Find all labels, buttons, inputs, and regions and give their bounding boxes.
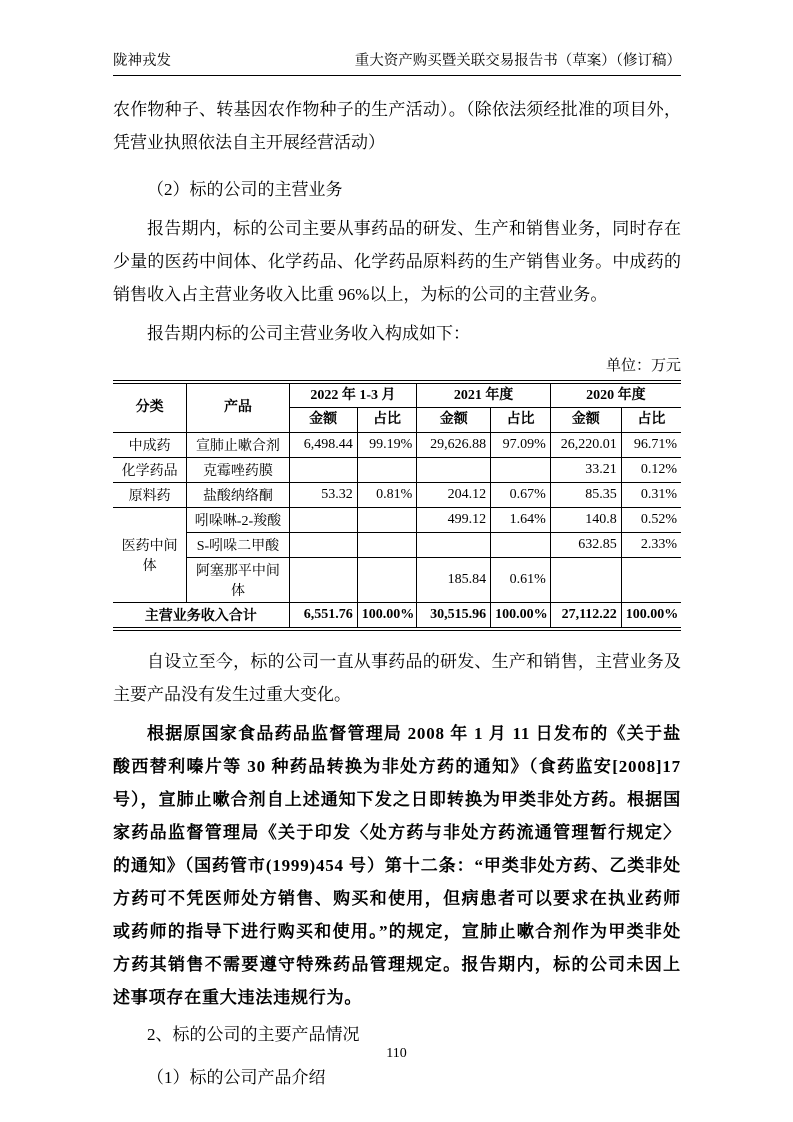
cell-ratio-2020: 0.52% (621, 507, 681, 532)
heading-main-products: 2、标的公司的主要产品情况 (147, 1024, 360, 1044)
cell-ratio-2021 (491, 532, 551, 557)
page-number: 110 (386, 1046, 407, 1061)
cell-total-label: 主营业务收入合计 (113, 602, 289, 629)
col-header-ratio-2020: 占比 (621, 407, 681, 432)
table-row (113, 432, 681, 457)
table-total-row (113, 602, 681, 629)
cell-ratio-2021: 0.61% (491, 557, 551, 602)
paragraph-carryover: 农作物种子、转基因农作物种子的生产活动）。（除依法须经批准的项目外，凭营业执照依法自主开展经营活动） (113, 100, 681, 152)
running-header (113, 52, 681, 76)
cell-product: 阿塞那平中间体 (187, 557, 289, 602)
cell-total-ratio-2022: 100.00% (357, 602, 417, 629)
cell-amount-2021 (417, 532, 491, 557)
cell-amount-2022: 6,498.44 (289, 432, 357, 457)
cell-ratio-2022 (357, 557, 417, 602)
cell-amount-2020: 26,220.01 (550, 432, 621, 457)
col-header-amount-2022: 金额 (289, 407, 357, 432)
cell-ratio-2020: 96.71% (621, 432, 681, 457)
cell-amount-2021: 204.12 (417, 482, 491, 507)
page-content (113, 0, 681, 1094)
cell-total-amount-2020: 27,112.22 (550, 602, 621, 629)
cell-ratio-2021: 97.09% (491, 432, 551, 457)
table-row (113, 507, 681, 532)
cell-ratio-2022 (357, 532, 417, 557)
cell-product: 盐酸纳络酮 (187, 482, 289, 507)
cell-amount-2021: 499.12 (417, 507, 491, 532)
cell-ratio-2020 (621, 557, 681, 602)
cell-amount-2021: 29,626.88 (417, 432, 491, 457)
cell-total-ratio-2021: 100.00% (491, 602, 551, 629)
table-row (113, 532, 681, 557)
cell-total-ratio-2020: 100.00% (621, 602, 681, 629)
cell-ratio-2022 (357, 507, 417, 532)
cell-ratio-2020: 0.31% (621, 482, 681, 507)
paragraph-table-intro: 报告期内标的公司主营业务收入构成如下： (147, 324, 470, 343)
header-company-name: 陇神戎发 (113, 53, 171, 69)
col-header-period-2022: 2022 年 1-3 月 (289, 382, 417, 407)
paragraph-no-change: 自设立至今，标的公司一直从事药品的研发、生产和销售，主营业务及主要产品没有发生过重大变化。 (113, 651, 681, 704)
heading-product-intro: （1）标的公司产品介绍 (147, 1067, 326, 1087)
col-header-ratio-2022: 占比 (357, 407, 417, 432)
cell-total-amount-2022: 6,551.76 (289, 602, 357, 629)
cell-amount-2022 (289, 532, 357, 557)
col-header-product: 产品 (187, 382, 289, 432)
col-header-ratio-2021: 占比 (491, 407, 551, 432)
paragraph-regulation: 根据原国家食品药品监督管理局 2008 年 1 月 11 日发布的《关于盐酸西替利嗪片等 30 种药品转换为非处方药的通知》（食药监安[2008]17 号），宣肺止嗽合剂自上述通知下发之日即转换为甲类非处方药。根据国家药品监督管理局《关于印发〈处方药与非处方药流通管理暂行规定〉的通知》（国药管市(1999)454 号）第十二条：“甲类非处方药、乙类非处方药可不凭医师处方销售、购买和使用，但病患者可以要求在执业药师或药师的指导下进行购买和使用。”的规定，宣肺止嗽合剂作为甲类非处方药其销售不需要遵守特殊药品管理规定。报告期内，标的公司未因上述事项存在重大违法违规行为。 (113, 723, 681, 1007)
paragraph-main-business: 报告期内，标的公司主要从事药品的研发、生产和销售业务，同时存在少量的医药中间体、化学药品、化学药品原料药的生产销售业务。中成药的销售收入占主营业务收入比重 96%以上，为标的公司的主营业务。 (113, 219, 681, 304)
cell-amount-2020 (550, 557, 621, 602)
heading-main-business: （2）标的公司的主营业务 (147, 180, 343, 199)
col-header-amount-2021: 金额 (417, 407, 491, 432)
cell-category-merged: 医药中间体 (113, 507, 187, 602)
cell-total-amount-2021: 30,515.96 (417, 602, 491, 629)
table-row (113, 557, 681, 602)
cell-amount-2020: 632.85 (550, 532, 621, 557)
cell-amount-2022 (289, 557, 357, 602)
col-header-period-2021: 2021 年度 (417, 382, 550, 407)
cell-ratio-2021 (491, 457, 551, 482)
cell-ratio-2021: 1.64% (491, 507, 551, 532)
col-header-period-2020: 2020 年度 (550, 382, 681, 407)
table-unit-label: 单位：万元 (605, 358, 681, 374)
cell-amount-2021 (417, 457, 491, 482)
revenue-table (113, 380, 681, 631)
cell-category: 化学药品 (113, 457, 187, 482)
cell-product: S-吲哚二甲酸 (187, 532, 289, 557)
cell-product: 宣肺止嗽合剂 (187, 432, 289, 457)
table-row (113, 482, 681, 507)
cell-ratio-2022 (357, 457, 417, 482)
cell-amount-2021: 185.84 (417, 557, 491, 602)
cell-product: 克霉唑药膜 (187, 457, 289, 482)
cell-ratio-2022: 99.19% (357, 432, 417, 457)
cell-amount-2020: 140.8 (550, 507, 621, 532)
col-header-category: 分类 (113, 382, 187, 432)
cell-amount-2020: 85.35 (550, 482, 621, 507)
cell-ratio-2020: 0.12% (621, 457, 681, 482)
col-header-amount-2020: 金额 (550, 407, 621, 432)
cell-product: 吲哚啉-2-羧酸 (187, 507, 289, 532)
cell-amount-2022 (289, 457, 357, 482)
cell-ratio-2020: 2.33% (621, 532, 681, 557)
table-row (113, 457, 681, 482)
cell-amount-2020: 33.21 (550, 457, 621, 482)
cell-amount-2022 (289, 507, 357, 532)
table-header-row-periods (113, 382, 681, 407)
header-report-title: 重大资产购买暨关联交易报告书（草案）（修订稿） (354, 53, 681, 69)
cell-category: 中成药 (113, 432, 187, 457)
cell-category: 原料药 (113, 482, 187, 507)
cell-amount-2022: 53.32 (289, 482, 357, 507)
cell-ratio-2022: 0.81% (357, 482, 417, 507)
cell-ratio-2021: 0.67% (491, 482, 551, 507)
